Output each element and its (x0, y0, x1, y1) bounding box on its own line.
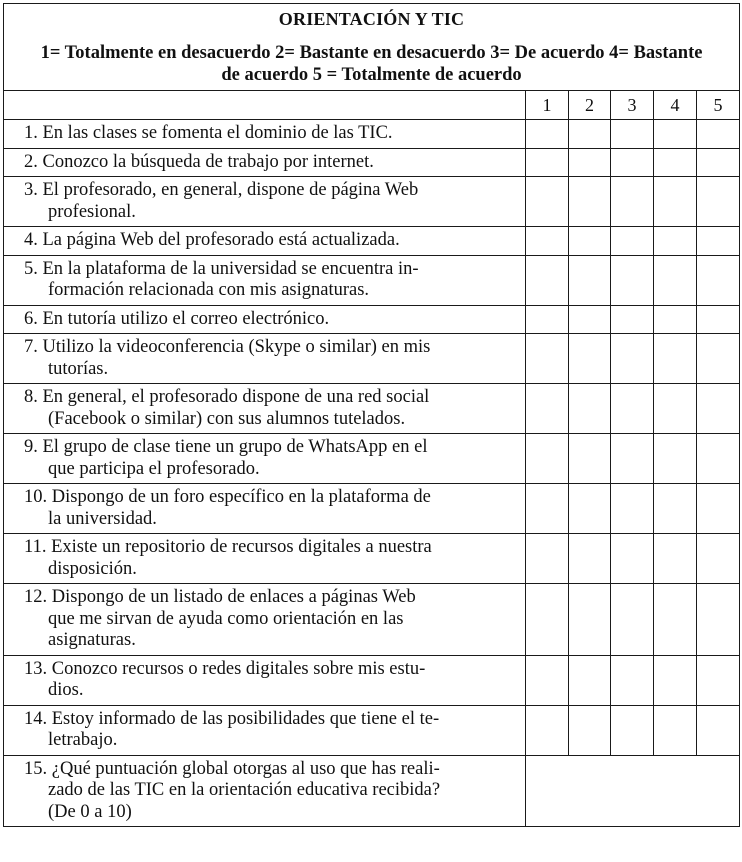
item-text: El profesorado, en general, dispone de página Web profesional. (42, 180, 419, 222)
item-text: Estoy informado de las posibilidades que tiene el te- letrabajo. (48, 708, 440, 750)
rating-cell-3[interactable] (611, 655, 654, 705)
item-statement (4, 120, 526, 149)
rating-cell-5[interactable] (697, 120, 740, 149)
item-text: En general, el profesorado dispone de una red social (Facebook o similar) con sus alumnos tutelados. (42, 387, 430, 429)
item-text: El grupo de clase tiene un grupo de WhatsApp en el que participa el profesorado. (42, 437, 428, 479)
survey-item-row (4, 534, 740, 584)
item-statement (4, 177, 526, 227)
rating-cell-3[interactable] (611, 227, 654, 256)
rating-cell-5[interactable] (697, 255, 740, 305)
rating-cell-4[interactable] (654, 655, 697, 705)
rating-cell-2[interactable] (569, 705, 611, 755)
rating-cell-2[interactable] (569, 177, 611, 227)
survey-sheet (3, 3, 739, 827)
survey-item-row (4, 305, 740, 334)
rating-cell-4[interactable] (654, 534, 697, 584)
survey-table (3, 3, 740, 827)
survey-item-row (4, 227, 740, 256)
rating-cell-1[interactable] (526, 334, 569, 384)
rating-cell-4[interactable] (654, 177, 697, 227)
survey-item-row (4, 584, 740, 656)
item-text: Conozco la búsqueda de trabajo por internet. (42, 151, 374, 172)
rating-cell-4[interactable] (654, 255, 697, 305)
item-number: 5. (24, 258, 38, 279)
rating-cell-2[interactable] (569, 434, 611, 484)
rating-cell-1[interactable] (526, 177, 569, 227)
rating-cell-4[interactable] (654, 705, 697, 755)
rating-cell-2[interactable] (569, 384, 611, 434)
item-statement (4, 434, 526, 484)
rating-cell-2[interactable] (569, 227, 611, 256)
rating-cell-3[interactable] (611, 584, 654, 656)
rating-cell-1[interactable] (526, 120, 569, 149)
item-statement (4, 584, 526, 656)
item-text: Conozco recursos o redes digitales sobre mis estu- dios. (48, 658, 426, 700)
rating-cell-4[interactable] (654, 227, 697, 256)
item-statement (4, 148, 526, 177)
rating-cell-1[interactable] (526, 584, 569, 656)
scale-col-1: 1 (526, 91, 569, 120)
rating-cell-3[interactable] (611, 148, 654, 177)
rating-cell-1[interactable] (526, 655, 569, 705)
item-text: En las clases se fomenta el dominio de las TIC. (42, 123, 393, 143)
rating-cell-1[interactable] (526, 705, 569, 755)
rating-cell-3[interactable] (611, 255, 654, 305)
survey-item-row (4, 434, 740, 484)
rating-cell-2[interactable] (569, 655, 611, 705)
item-statement (4, 655, 526, 705)
survey-item-row (4, 177, 740, 227)
rating-cell-2[interactable] (569, 484, 611, 534)
rating-cell-4[interactable] (654, 148, 697, 177)
rating-cell-3[interactable] (611, 305, 654, 334)
rating-cell-5[interactable] (697, 534, 740, 584)
rating-cell-5[interactable] (697, 305, 740, 334)
rating-cell-5[interactable] (697, 655, 740, 705)
rating-cell-1[interactable] (526, 384, 569, 434)
item-text: Dispongo de un foro específico en la plataforma de la universidad. (48, 487, 431, 529)
item-statement (4, 255, 526, 305)
item-text: En la plataforma de la universidad se encuentra in- formación relacionada con mis asignaturas. (42, 258, 419, 300)
item-statement (4, 705, 526, 755)
rating-cell-1[interactable] (526, 434, 569, 484)
rating-cell-3[interactable] (611, 120, 654, 149)
item-number: 14. (24, 708, 48, 729)
rating-cell-4[interactable] (654, 384, 697, 434)
rating-cell-3[interactable] (611, 534, 654, 584)
item-statement (4, 227, 526, 256)
rating-cell-5[interactable] (697, 384, 740, 434)
rating-cell-2[interactable] (569, 305, 611, 334)
rating-cell-4[interactable] (654, 120, 697, 149)
rating-cell-5[interactable] (697, 148, 740, 177)
rating-cell-1[interactable] (526, 255, 569, 305)
rating-cell-1[interactable] (526, 305, 569, 334)
item-statement (4, 334, 526, 384)
item-text: La página Web del profesorado está actualizada. (42, 230, 400, 250)
item-number: 12. (24, 587, 48, 607)
rating-cell-1[interactable] (526, 484, 569, 534)
item-number: 15. (24, 758, 48, 779)
survey-item-row-final (4, 755, 740, 827)
item-statement (4, 755, 526, 827)
item-text: Existe un repositorio de recursos digitales a nuestra disposición. (48, 537, 432, 579)
header-cell (4, 4, 740, 91)
scale-col-5: 5 (697, 91, 740, 120)
item-number: 8. (24, 387, 38, 407)
item-number: 9. (24, 437, 38, 457)
rating-cell-4[interactable] (654, 484, 697, 534)
rating-cell-2[interactable] (569, 120, 611, 149)
scale-col-3: 3 (611, 91, 654, 120)
item-number: 1. (24, 123, 38, 143)
item-text: En tutoría utilizo el correo electrónico. (42, 308, 330, 329)
survey-item-row (4, 148, 740, 177)
survey-item-row (4, 255, 740, 305)
rating-cell-3[interactable] (611, 334, 654, 384)
survey-item-row (4, 334, 740, 384)
scale-col-4: 4 (654, 91, 697, 120)
item-number: 13. (24, 658, 48, 679)
rating-cell-1[interactable] (526, 227, 569, 256)
rating-cell-2[interactable] (569, 148, 611, 177)
rating-cell-4[interactable] (654, 584, 697, 656)
section-title: ORIENTACIÓN Y TIC (278, 9, 465, 29)
survey-item-row (4, 484, 740, 534)
item-number: 11. (24, 537, 47, 557)
rating-cell-5[interactable] (697, 584, 740, 656)
item-statement (4, 384, 526, 434)
scale-legend: 1= Totalmente en desacuerdo 2= Bastante en desacuerdo 3= De acuerdo 4= Bastante de acuerdo 5 = Totalmente de acuerdo (40, 43, 703, 85)
item-number: 4. (24, 230, 38, 250)
item-number: 3. (24, 180, 38, 200)
rating-cell-3[interactable] (611, 484, 654, 534)
global-score-cell[interactable] (526, 755, 740, 827)
rating-cell-5[interactable] (697, 334, 740, 384)
item-text: Dispongo de un listado de enlaces a páginas Web que me sirvan de ayuda como orientación en las asignaturas. (48, 587, 416, 650)
rating-cell-3[interactable] (611, 384, 654, 434)
rating-cell-5[interactable] (697, 484, 740, 534)
scale-header-row (4, 91, 740, 120)
item-text: ¿Qué puntuación global otorgas al uso que has reali- zado de las TIC en la orientación educativa recibida? (De 0 a 10) (48, 758, 441, 822)
item-number: 6. (24, 308, 38, 329)
rating-cell-2[interactable] (569, 255, 611, 305)
rating-cell-4[interactable] (654, 334, 697, 384)
item-number: 10. (24, 487, 48, 507)
rating-cell-3[interactable] (611, 434, 654, 484)
survey-item-row (4, 120, 740, 149)
rating-cell-5[interactable] (697, 705, 740, 755)
rating-cell-5[interactable] (697, 227, 740, 256)
item-statement (4, 534, 526, 584)
rating-cell-2[interactable] (569, 534, 611, 584)
scale-col-2: 2 (569, 91, 611, 120)
survey-item-row (4, 655, 740, 705)
item-number: 7. (24, 337, 38, 357)
rating-cell-5[interactable] (697, 177, 740, 227)
rating-cell-2[interactable] (569, 584, 611, 656)
item-text: Utilizo la videoconferencia (Skype o similar) en mis tutorías. (42, 337, 431, 379)
scale-header-blank (4, 91, 526, 120)
rating-cell-3[interactable] (611, 177, 654, 227)
item-statement (4, 305, 526, 334)
survey-item-row (4, 384, 740, 434)
rating-cell-2[interactable] (569, 334, 611, 384)
rating-cell-5[interactable] (697, 434, 740, 484)
rating-cell-1[interactable] (526, 148, 569, 177)
rating-cell-4[interactable] (654, 305, 697, 334)
survey-item-row (4, 705, 740, 755)
item-number: 2. (24, 151, 38, 172)
item-statement (4, 484, 526, 534)
rating-cell-1[interactable] (526, 534, 569, 584)
header-row (4, 4, 740, 91)
rating-cell-3[interactable] (611, 705, 654, 755)
rating-cell-4[interactable] (654, 434, 697, 484)
